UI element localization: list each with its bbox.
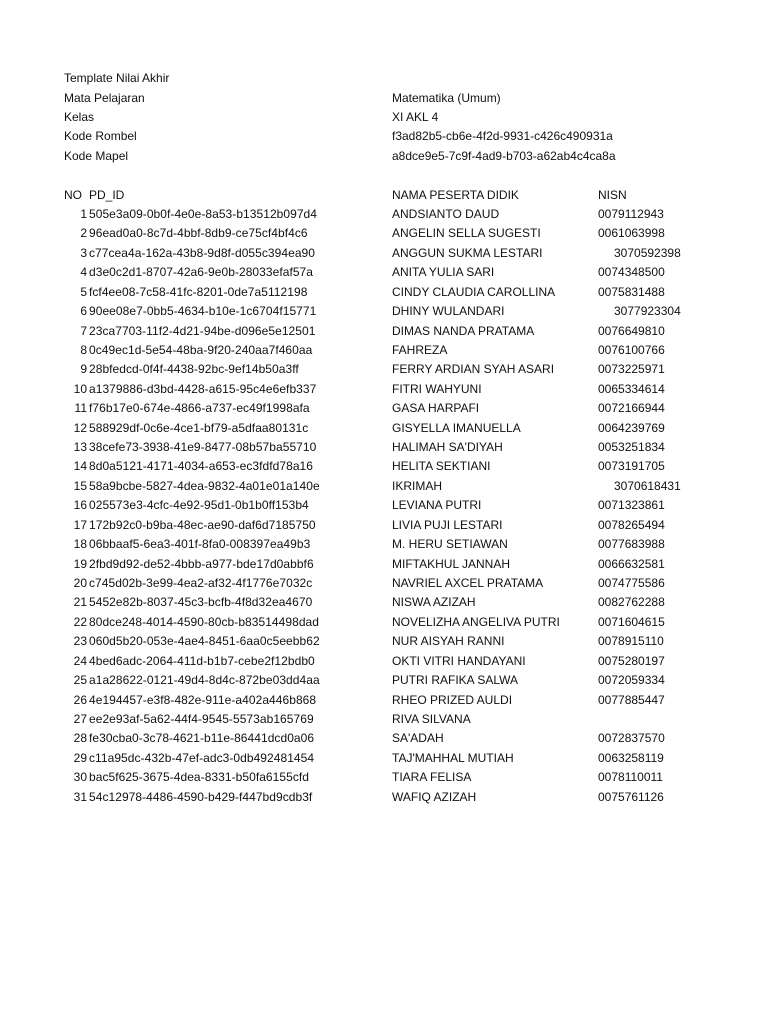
row-student-name: IKRIMAH — [392, 478, 443, 493]
row-number: 11 — [74, 401, 87, 416]
row-nisn: 0077683988 — [598, 537, 665, 552]
table-row — [0, 322, 768, 341]
table-row — [0, 710, 768, 729]
row-student-name: HELITA SEKTIANI — [392, 459, 491, 474]
table-row — [0, 244, 768, 263]
document-title: Template Nilai Akhir — [64, 71, 170, 85]
row-pd-id: fe30cba0-3c78-4621-b11e-86441dcd0a06 — [89, 731, 315, 746]
row-nisn: 0072837570 — [598, 731, 665, 746]
row-student-name: FITRI WAHYUNI — [392, 381, 482, 396]
row-pd-id: 4e194457-e3f8-482e-911e-a402a446b868 — [89, 692, 317, 707]
row-number: 27 — [73, 711, 87, 726]
row-nisn: 0077885447 — [598, 692, 665, 707]
row-pd-id: 54c12978-4486-4590-b429-f447bd9cdb3f — [89, 789, 313, 804]
row-pd-id: 28bfedcd-0f4f-4438-92bc-9ef14b50a3ff — [89, 362, 299, 377]
row-number: 25 — [73, 673, 87, 688]
table-row — [0, 768, 768, 787]
row-pd-id: 38cefe73-3938-41e9-8477-08b57ba55710 — [89, 440, 317, 455]
row-number: 5 — [80, 284, 87, 299]
row-nisn: 0078265494 — [598, 517, 665, 532]
column-header-nisn: NISN — [598, 188, 627, 202]
row-nisn: 0065334614 — [598, 381, 665, 396]
row-pd-id: c11a95dc-432b-47ef-adc3-0db492481454 — [89, 750, 315, 765]
row-number: 13 — [73, 440, 87, 455]
row-nisn: 0076649810 — [598, 323, 665, 338]
row-number: 21 — [73, 595, 87, 610]
row-number: 1 — [80, 207, 87, 221]
row-pd-id: c745d02b-3e99-4ea2-af32-4f1776e7032c — [89, 575, 313, 590]
row-number: 26 — [73, 692, 87, 707]
row-number: 8 — [80, 342, 87, 357]
row-number: 2 — [80, 226, 87, 241]
row-number: 17 — [73, 517, 87, 532]
row-nisn: 0061063998 — [598, 226, 665, 241]
row-number: 31 — [73, 789, 87, 804]
row-pd-id: 588929df-0c6e-4ce1-bf79-a5dfaa80131c — [89, 420, 309, 435]
row-nisn: 0071323861 — [598, 498, 665, 513]
table-row — [0, 535, 768, 554]
header-field-class — [0, 108, 768, 127]
row-student-name: ANGGUN SUKMA LESTARI — [392, 245, 543, 260]
row-number: 16 — [73, 498, 87, 513]
row-pd-id: 025573e3-4cfc-4e92-95d1-0b1b0ff153b4 — [89, 498, 309, 513]
row-number: 19 — [73, 556, 87, 571]
row-nisn: 0072059334 — [598, 673, 665, 688]
row-pd-id: ee2e93af-5a62-44f4-9545-5573ab165769 — [89, 711, 314, 726]
column-header-name: NAMA PESERTA DIDIK — [392, 188, 519, 202]
table-row — [0, 380, 768, 399]
row-student-name: NAVRIEL AXCEL PRATAMA — [392, 575, 544, 590]
row-student-name: RHEO PRIZED AULDI — [392, 692, 513, 707]
row-number: 12 — [73, 420, 87, 435]
row-nisn: 3077923304 — [614, 304, 681, 319]
row-student-name: CINDY CLAUDIA CAROLLINA — [392, 284, 556, 299]
table-row — [0, 263, 768, 282]
row-student-name: NISWA AZIZAH — [392, 595, 476, 610]
table-row — [0, 652, 768, 671]
row-nisn: 0074348500 — [598, 265, 665, 280]
row-pd-id: bac5f625-3675-4dea-8331-b50fa6155cfd — [89, 770, 309, 785]
row-nisn: 0073191705 — [598, 459, 665, 474]
row-nisn: 0063258119 — [598, 750, 664, 765]
row-number: 6 — [80, 304, 87, 319]
row-number: 30 — [73, 770, 87, 785]
row-student-name: DHINY WULANDARI — [392, 304, 505, 319]
table-row — [0, 613, 768, 632]
row-pd-id: d3e0c2d1-8707-42a6-9e0b-28033efaf57a — [89, 265, 313, 280]
header-field-label: Kode Mapel — [64, 149, 129, 163]
row-number: 4 — [80, 265, 87, 280]
table-row — [0, 438, 768, 457]
header-field-label: Mata Pelajaran — [64, 91, 145, 105]
row-number: 15 — [73, 478, 87, 493]
table-row — [0, 360, 768, 379]
row-student-name: ANDSIANTO DAUD — [392, 207, 500, 221]
row-number: 20 — [73, 575, 87, 590]
row-student-name: MIFTAKHUL JANNAH — [392, 556, 511, 571]
row-student-name: PUTRI RAFIKA SALWA — [392, 673, 519, 688]
row-student-name: RIVA SILVANA — [392, 711, 471, 726]
row-student-name: ANGELIN SELLA SUGESTI — [392, 226, 541, 241]
row-student-name: ANITA YULIA SARI — [392, 265, 495, 280]
header-field-subject-code — [0, 147, 768, 166]
header-field-value: XI AKL 4 — [392, 110, 439, 124]
row-pd-id: 172b92c0-b9ba-48ec-ae90-daf6d7185750 — [89, 517, 316, 532]
document-title-row — [0, 69, 768, 88]
row-number: 18 — [73, 537, 87, 552]
row-nisn: 0072166944 — [598, 401, 665, 416]
row-pd-id: 90ee08e7-0bb5-4634-b10e-1c6704f15771 — [89, 304, 317, 319]
row-number: 28 — [73, 731, 87, 746]
header-field-value: f3ad82b5-cb6e-4f2d-9931-c426c490931a — [392, 129, 613, 143]
row-student-name: NUR AISYAH RANNI — [392, 634, 505, 649]
table-row — [0, 516, 768, 535]
row-student-name: GASA HARPAFI — [392, 401, 480, 416]
row-nisn: 0064239769 — [598, 420, 665, 435]
header-field-rombel-code — [0, 127, 768, 146]
row-student-name: OKTI VITRI HANDAYANI — [392, 653, 526, 668]
table-row — [0, 457, 768, 476]
row-nisn: 0078110011 — [598, 770, 663, 785]
table-row — [0, 632, 768, 651]
row-nisn: 0071604615 — [598, 614, 665, 629]
row-pd-id: 58a9bcbe-5827-4dea-9832-4a01e01a140e — [89, 478, 320, 493]
table-row — [0, 788, 768, 807]
row-nisn: 0079112943 — [598, 207, 664, 221]
row-nisn: 0073225971 — [598, 362, 665, 377]
header-field-subject — [0, 89, 768, 108]
row-number: 9 — [80, 362, 87, 377]
table-row — [0, 477, 768, 496]
row-student-name: FAHREZA — [392, 342, 448, 357]
row-pd-id: 96ead0a0-8c7d-4bbf-8db9-ce75cf4bf4c6 — [89, 226, 308, 241]
table-row — [0, 555, 768, 574]
row-pd-id: 06bbaaf5-6ea3-401f-8fa0-008397ea49b3 — [89, 537, 311, 552]
row-student-name: M. HERU SETIAWAN — [392, 537, 508, 552]
row-pd-id: 0c49ec1d-5e54-48ba-9f20-240aa7f460aa — [89, 342, 313, 357]
row-number: 24 — [73, 653, 87, 668]
table-row — [0, 496, 768, 515]
row-pd-id: c77cea4a-162a-43b8-9d8f-d055c394ea90 — [89, 245, 315, 260]
row-student-name: WAFIQ AZIZAH — [392, 789, 477, 804]
row-number: 7 — [80, 323, 87, 338]
row-pd-id: 2fbd9d92-de52-4bbb-a977-bde17d0abbf6 — [89, 556, 314, 571]
header-field-label: Kode Rombel — [64, 129, 137, 143]
table-row — [0, 574, 768, 593]
row-pd-id: a1379886-d3bd-4428-a615-95c4e6efb337 — [89, 381, 317, 396]
row-nisn: 3070618431 — [614, 478, 681, 493]
table-row — [0, 691, 768, 710]
header-field-value: a8dce9e5-7c9f-4ad9-b703-a62ab4c4ca8a — [392, 149, 616, 163]
row-nisn: 0053251834 — [598, 440, 665, 455]
table-row — [0, 341, 768, 360]
table-row — [0, 302, 768, 321]
row-nisn: 3070592398 — [614, 245, 681, 260]
row-student-name: GISYELLA IMANUELLA — [392, 420, 521, 435]
table-row — [0, 399, 768, 418]
table-row — [0, 593, 768, 612]
row-nisn: 0076100766 — [598, 342, 665, 357]
row-nisn: 0074775586 — [598, 575, 665, 590]
row-pd-id: 4bed6adc-2064-411d-b1b7-cebe2f12bdb0 — [89, 653, 315, 668]
row-nisn: 0082762288 — [598, 595, 665, 610]
row-pd-id: 505e3a09-0b0f-4e0e-8a53-b13512b097d4 — [89, 207, 318, 221]
table-row — [0, 283, 768, 302]
row-student-name: TAJ'MAHHAL MUTIAH — [392, 750, 514, 765]
row-nisn: 0075280197 — [598, 653, 665, 668]
column-header-no: NO — [64, 188, 82, 202]
column-header-pd-id: PD_ID — [89, 188, 125, 202]
row-number: 23 — [73, 634, 87, 649]
header-field-label: Kelas — [64, 110, 95, 124]
row-nisn: 0066632581 — [598, 556, 665, 571]
table-row — [0, 224, 768, 243]
row-pd-id: f76b17e0-674e-4866-a737-ec49f1998afa — [89, 401, 310, 416]
row-nisn: 0078915110 — [598, 634, 664, 649]
row-pd-id: 060d5b20-053e-4ae4-8451-6aa0c5eebb62 — [89, 634, 320, 649]
row-number: 22 — [73, 614, 87, 629]
table-row — [0, 749, 768, 768]
row-student-name: LEVIANA PUTRI — [392, 498, 482, 513]
row-pd-id: 23ca7703-11f2-4d21-94be-d096e5e12501 — [89, 323, 316, 338]
header-field-value: Matematika (Umum) — [392, 91, 501, 105]
row-pd-id: a1a28622-0121-49d4-8d4c-872be03dd4aa — [89, 673, 320, 688]
table-row — [0, 419, 768, 438]
row-student-name: NOVELIZHA ANGELIVA PUTRI — [392, 614, 560, 629]
row-pd-id: 8d0a5121-4171-4034-a653-ec3fdfd78a16 — [89, 459, 313, 474]
row-student-name: HALIMAH SA'DIYAH — [392, 440, 503, 455]
row-number: 10 — [73, 381, 87, 396]
row-student-name: SA'ADAH — [392, 731, 444, 746]
row-nisn: 0075831488 — [598, 284, 665, 299]
table-row — [0, 671, 768, 690]
row-pd-id: fcf4ee08-7c58-41fc-8201-0de7a5112198 — [89, 284, 308, 299]
row-number: 3 — [80, 245, 87, 260]
row-student-name: FERRY ARDIAN SYAH ASARI — [392, 362, 555, 377]
row-number: 14 — [73, 459, 87, 474]
row-student-name: LIVIA PUJI LESTARI — [392, 517, 503, 532]
row-pd-id: 5452e82b-8037-45c3-bcfb-4f8d32ea4670 — [89, 595, 313, 610]
row-student-name: DIMAS NANDA PRATAMA — [392, 323, 535, 338]
table-row — [0, 729, 768, 748]
row-number: 29 — [73, 750, 87, 765]
row-pd-id: 80dce248-4014-4590-80cb-b83514498dad — [89, 614, 319, 629]
row-student-name: TIARA FELISA — [392, 770, 472, 785]
row-nisn: 0075761126 — [598, 789, 664, 804]
table-row — [0, 205, 768, 224]
